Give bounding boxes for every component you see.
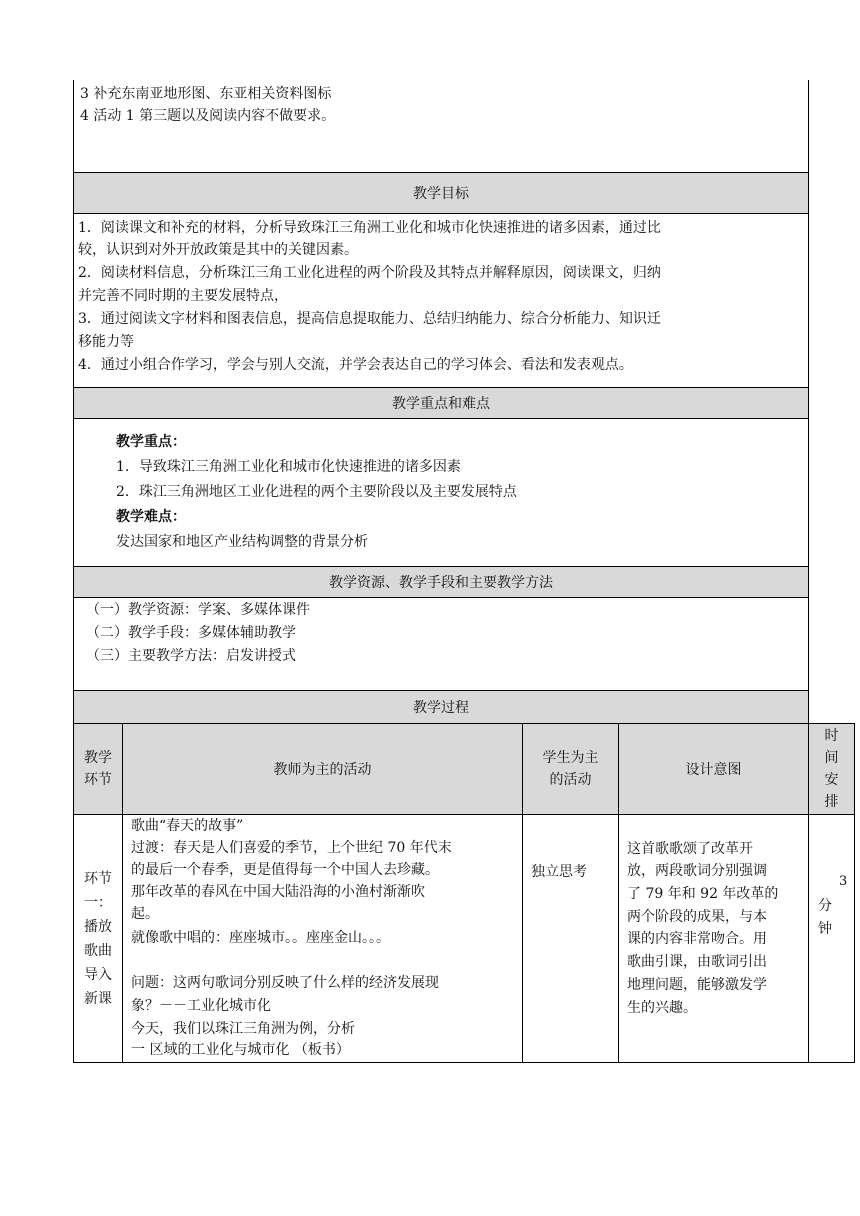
student-text: 独立思考: [531, 864, 587, 880]
focus-item: 1．导致珠江三角洲工业化和城市化快速推进的诸多因素: [116, 459, 461, 475]
design-intent-cell: [618, 814, 809, 1063]
focus-title: 教学重点：: [116, 434, 186, 450]
design-line: 地理问题，能够激发学: [627, 977, 767, 993]
design-line: 课的内容非常吻合。用: [627, 931, 767, 947]
resources-header-text: 教学资源、教学手段和主要教学方法: [329, 575, 553, 591]
objective-line: 3．通过阅读文字材料和图表信息，提高信息提取能力、总结归纳能力、综合分析能力、知识迁: [78, 311, 661, 327]
teacher-line: 象？－－工业化城市化: [131, 998, 271, 1014]
time-number: 3: [839, 874, 848, 889]
objective-line: 移能力等: [78, 334, 134, 350]
resource-line: （一）教学资源：学案、多媒体课件: [86, 602, 310, 618]
student-activity-cell: [522, 814, 619, 1063]
objective-line: 2．阅读材料信息，分析珠江三角工业化进程的两个阶段及其特点并解释原因，阅读课文，归纳: [78, 265, 661, 281]
design-line: 放，两段歌词分别强调: [627, 863, 767, 879]
process-header: [73, 690, 809, 724]
resource-line: （三）主要教学方法：启发讲授式: [86, 648, 296, 664]
teacher-line: 今天，我们以珠江三角洲为例，分析: [131, 1021, 355, 1037]
focus-item: 2．珠江三角洲地区工业化进程的两个主要阶段以及主要发展特点: [116, 484, 517, 500]
keypoints-block: [73, 419, 809, 566]
col-design-header: 设计意图: [618, 723, 809, 815]
time-cell: [808, 814, 855, 1063]
design-line: 了 79 年和 92 年改革的: [627, 886, 779, 902]
teacher-line: 过渡：春天是人们喜爱的季节，上个世纪 70 年代末: [131, 840, 452, 856]
objectives-header: [73, 172, 809, 214]
teacher-line: 问题：这两句歌词分别反映了什么样的经济发展现: [131, 975, 439, 991]
objective-line: 并完善不同时期的主要发展特点，: [78, 288, 288, 304]
resources-block: [73, 598, 809, 690]
teacher-line: 歌曲“春天的故事”: [131, 818, 244, 834]
objective-line: 4．通过小组合作学习，学会与别人交流，并学会表达自己的学习体会、看法和发表观点。: [78, 357, 633, 373]
note-line-3: 3 补充东南亚地形图、东亚相关资料图标: [80, 86, 332, 102]
col-stage-header: 教学 环节: [73, 723, 123, 815]
time-unit: 钟: [818, 921, 832, 937]
teacher-line: 起。: [131, 906, 159, 922]
teacher-line: 一 区域的工业化与城市化 （板书）: [131, 1042, 350, 1058]
time-unit: 分: [818, 898, 832, 914]
teacher-activity-cell: [122, 814, 523, 1063]
teacher-line: 那年改革的春风在中国大陆沿海的小渔村渐渐吹: [131, 884, 425, 900]
design-line: 两个阶段的成果，与本: [627, 909, 767, 925]
keypoints-header: [73, 387, 809, 419]
keypoints-header-text: 教学重点和难点: [392, 396, 490, 412]
objective-line: 较，认识到对外开放政策是其中的关键因素。: [78, 242, 358, 258]
design-line: 生的兴趣。: [627, 1000, 697, 1016]
teacher-line: 就像歌中唱的：座座城市。。座座金山。。。: [131, 930, 390, 946]
resource-line: （二）教学手段：多媒体辅助教学: [86, 625, 296, 641]
col-teacher-header: 教师为主的活动: [122, 723, 523, 815]
stage-cell: 环节 一： 播放 歌曲 导入 新课: [73, 814, 123, 1063]
design-line: 这首歌歌颂了改革开: [627, 841, 753, 857]
design-line: 歌曲引课，由歌词引出: [627, 954, 767, 970]
note-line-4: 4 活动 1 第三题以及阅读内容不做要求。: [80, 108, 336, 124]
teacher-line: 的最后一个春季，更是值得每一个中国人去珍藏。: [131, 862, 439, 878]
process-header-text: 教学过程: [413, 700, 469, 716]
objectives-block: [73, 214, 809, 387]
difficulty-text: 发达国家和地区产业结构调整的背景分析: [116, 534, 368, 550]
resources-header: [73, 566, 809, 598]
objective-line: 1．阅读课文和补充的材料，分析导致珠江三角洲工业化和城市化快速推进的诸多因素，通过比: [78, 220, 661, 236]
col-student-header: 学生为主 的活动: [522, 723, 619, 815]
objectives-header-text: 教学目标: [413, 186, 469, 202]
difficulty-title: 教学难点：: [116, 509, 186, 525]
notes-block: [73, 80, 809, 172]
col-time-header: 时 间 安 排: [808, 723, 855, 815]
